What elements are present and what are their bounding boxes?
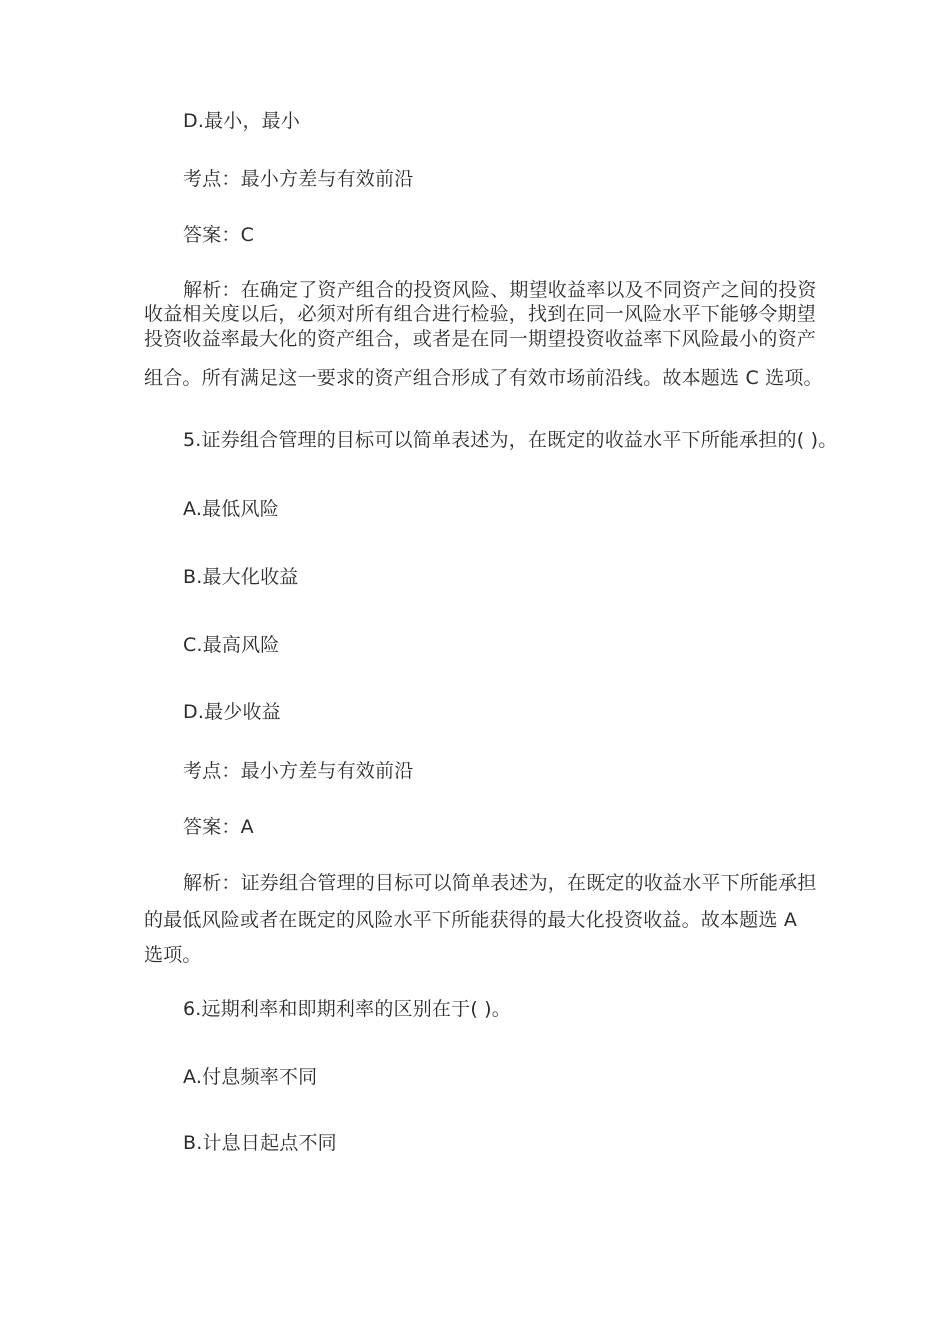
q5-option-a: A.最低风险	[183, 498, 279, 520]
q4-explanation-line-1: 解析：在确定了资产组合的投资风险、期望收益率以及不同资产之间的投资	[183, 279, 817, 301]
q5-explanation-line-1: 解析：证券组合管理的目标可以简单表述为，在既定的收益水平下所能承担	[183, 872, 817, 894]
q5-explanation-line-2: 的最低风险或者在既定的风险水平下所能获得的最大化投资收益。故本题选 A	[144, 909, 798, 931]
q4-topic: 考点：最小方差与有效前沿	[183, 168, 414, 190]
q5-explanation-line-3: 选项。	[144, 944, 202, 966]
q5-answer: 答案：A	[183, 816, 254, 838]
q5-option-d: D.最少收益	[183, 701, 281, 723]
q4-answer: 答案：C	[183, 224, 255, 246]
q4-explanation-line-4: 组合。所有满足这一要求的资产组合形成了有效市场前沿线。故本题选 C 选项。	[144, 367, 823, 389]
q6-option-b: B.计息日起点不同	[183, 1132, 337, 1154]
q6-question: 6.远期利率和即期利率的区别在于( )。	[183, 998, 511, 1020]
q5-option-b: B.最大化收益	[183, 566, 299, 588]
q5-question: 5.证券组合管理的目标可以简单表述为，在既定的收益水平下所能承担的( )。	[183, 429, 838, 451]
q6-option-a: A.付息频率不同	[183, 1066, 318, 1088]
q5-topic: 考点：最小方差与有效前沿	[183, 760, 414, 782]
q5-option-c: C.最高风险	[183, 634, 280, 656]
q4-explanation-line-3: 投资收益率最大化的资产组合，或者是在同一期望投资收益率下风险最小的资产	[144, 328, 817, 350]
q4-option-d: D.最小，最小	[183, 110, 301, 132]
q4-explanation-line-2: 收益相关度以后，必须对所有组合进行检验，找到在同一风险水平下能够令期望	[144, 303, 817, 325]
